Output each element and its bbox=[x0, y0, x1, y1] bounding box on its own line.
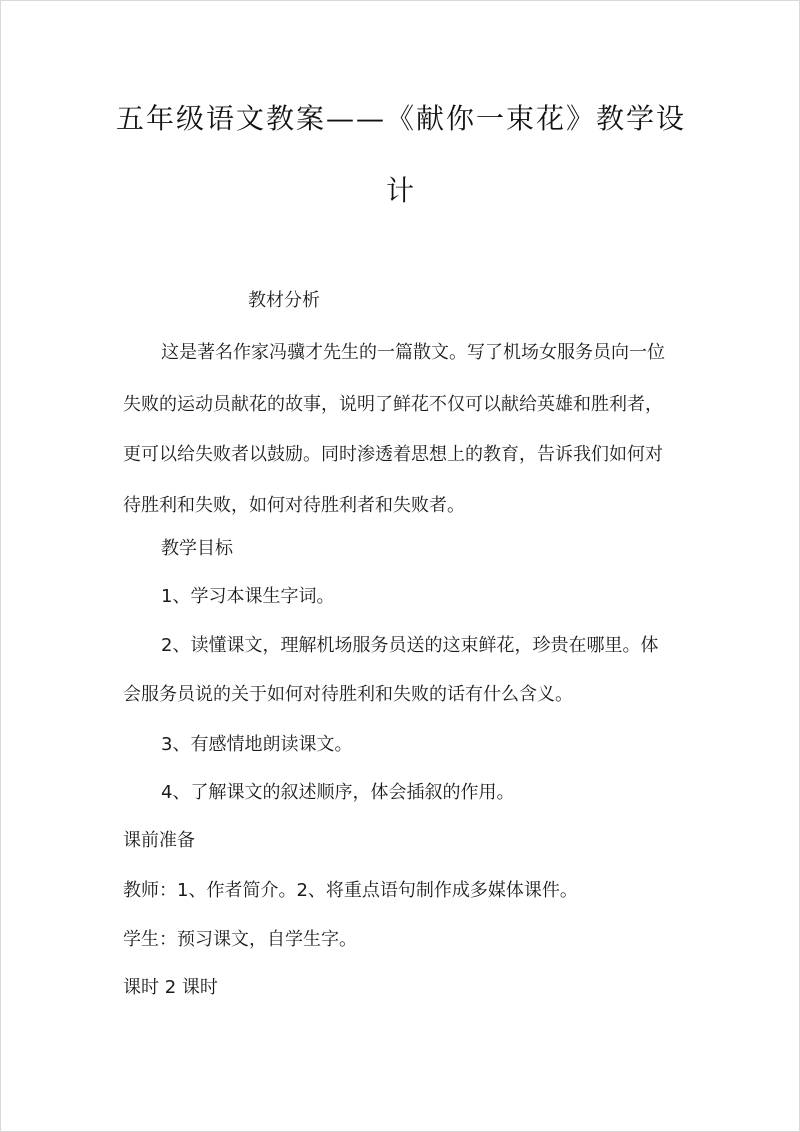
analysis-heading: 教材分析 bbox=[248, 290, 320, 311]
prep-student: 学生：预习课文，自学生字。 bbox=[123, 929, 357, 950]
goal-item-1: 1、学习本课生字词。 bbox=[161, 586, 335, 607]
analysis-paragraph-line: 这是著名作家冯骥才先生的一篇散文。写了机场女服务员向一位 bbox=[161, 342, 665, 363]
duration: 课时 2 课时 bbox=[123, 977, 218, 998]
document-title-line-1: 五年级语文教案——《献你一束花》教学设 bbox=[115, 102, 686, 135]
analysis-paragraph-line: 更可以给失败者以鼓励。同时渗透着思想上的教育，告诉我们如何对 bbox=[123, 444, 663, 465]
prep-teacher: 教师：1、作者简介。2、将重点语句制作成多媒体课件。 bbox=[123, 880, 578, 901]
analysis-paragraph-line: 失败的运动员献花的故事，说明了鲜花不仅可以献给英雄和胜利者， bbox=[123, 394, 663, 415]
goal-item-2-continued: 会服务员说的关于如何对待胜利和失败的话有什么含义。 bbox=[123, 684, 573, 705]
goal-item-3: 3、有感情地朗读课文。 bbox=[161, 734, 353, 755]
goal-item-4: 4、了解课文的叙述顺序，体会插叙的作用。 bbox=[161, 782, 515, 803]
goals-heading: 教学目标 bbox=[161, 538, 233, 559]
goal-item-2: 2、读懂课文，理解机场服务员送的这束鲜花，珍贵在哪里。体 bbox=[161, 635, 659, 656]
document-title-line-2: 计 bbox=[385, 174, 416, 207]
analysis-paragraph-line: 待胜利和失败，如何对待胜利者和失败者。 bbox=[123, 495, 465, 516]
prep-heading: 课前准备 bbox=[123, 830, 195, 851]
